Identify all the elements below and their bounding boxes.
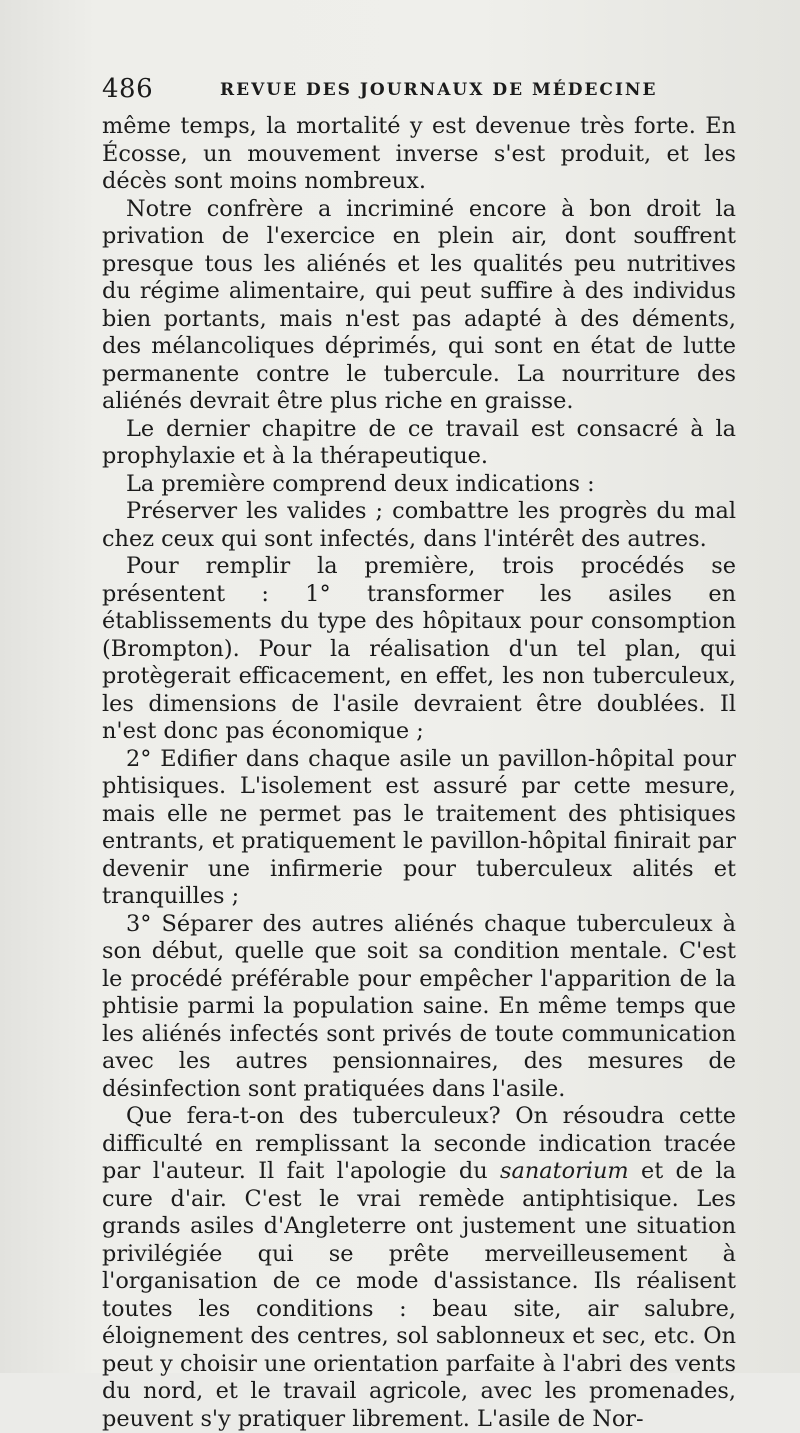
running-title: REVUE DES JOURNAUX DE MÉDECINE bbox=[220, 80, 658, 100]
paragraph: Le dernier chapitre de ce travail est consacré à la prophylaxie et à la thérapeutique. bbox=[102, 415, 736, 469]
paragraph-with-emphasis bbox=[102, 1103, 736, 1433]
text-segment: Que fera-t-on des tuberculeux? On résoudra cette difficulté en remplissant la seconde indication tracée par l'auteur. Il fait l'apologie du bbox=[102, 1103, 736, 1184]
paragraph: même temps, la mortalité y est devenue très forte. En Écosse, un mouvement inverse s'est produit, et les décès sont moins nombreux. bbox=[102, 113, 736, 194]
text-segment: et de la cure d'air. C'est le vrai remède antiphtisique. Les grands asiles d'Angleterre ont justement une situation privilégiée qui se prête merveilleusement à l'organisation de ce mode d'assistance. Ils réalisent toutes les conditions : beau site, air salubre, éloignement des centres, sol sablonneux et sec, etc. On peut y choisir une orientation parfaite à l'abri des vents du nord, et le travail agricole, avec les promenades, peuvent s'y pratiquer librement. L'asile de Nor- bbox=[102, 1158, 736, 1432]
page-header bbox=[102, 74, 742, 104]
paragraph: Pour remplir la première, trois procédés se présentent : 1° transformer les asiles en établissements du type des hôpitaux pour consomption (Brompton). Pour la réalisation d'un tel plan, qui protègerait efficacement, en effet, les non tuberculeux, les dimensions de l'asile devraient être doublées. Il n'est donc pas économique ; bbox=[102, 553, 736, 744]
paragraph: Préserver les valides ; combattre les progrès du mal chez ceux qui sont infectés, dans l'intérêt des autres. bbox=[102, 498, 736, 552]
page-number: 486 bbox=[102, 74, 154, 104]
paragraph: Notre confrère a incriminé encore à bon droit la privation de l'exercice en plein air, dont souffrent presque tous les aliénés et les qualités peu nutritives du régime alimentaire, qui peut suffire à des individus bien portants, mais n'est pas adapté à des déments, des mélancoliques déprimés, qui sont en état de lutte permanente contre le tubercule. La nourriture des aliénés devrait être plus riche en graisse. bbox=[102, 195, 736, 414]
emphasized-term: sanatorium bbox=[500, 1158, 629, 1184]
paragraph: 2° Edifier dans chaque asile un pavillon-hôpital pour phtisiques. L'isolement est assuré par cette mesure, mais elle ne permet pas le traitement des phtisiques entrants, et pratiquement le pavillon-hôpital finirait par devenir une infirmerie pour tuberculeux alités et tranquilles ; bbox=[102, 745, 736, 909]
body-text bbox=[102, 113, 736, 1433]
paragraph: La première comprend deux indications : bbox=[126, 470, 595, 497]
paragraph: 3° Séparer des autres aliénés chaque tuberculeux à son début, quelle que soit sa condition mentale. C'est le procédé préférable pour empêcher l'apparition de la phtisie parmi la population saine. En même temps que les aliénés infectés sont privés de toute communication avec les autres pensionnaires, des mesures de désinfection sont pratiquées dans l'asile. bbox=[102, 910, 736, 1102]
